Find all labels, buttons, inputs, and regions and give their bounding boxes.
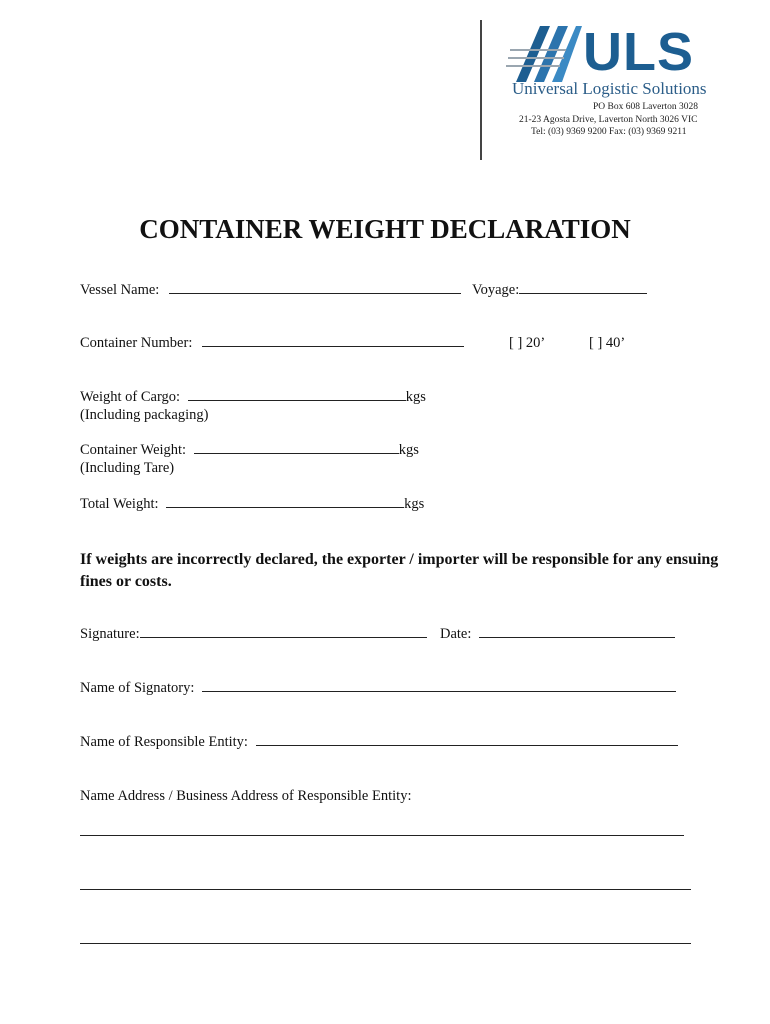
- container-number-row: [80, 336, 464, 351]
- vessel-name-label: Vessel Name:: [80, 282, 160, 298]
- total-weight-row: [80, 497, 424, 512]
- vessel-name-field[interactable]: [169, 292, 461, 294]
- signatory-label: Name of Signatory:: [80, 680, 195, 696]
- brand-abbrev: ULS: [583, 22, 694, 82]
- container-weight-label: Container Weight:: [80, 442, 187, 458]
- warning-notice: If weights are incorrectly declared, the exporter / importer will be responsible for any ensuing fines or costs.: [80, 551, 719, 590]
- address-label: Name Address / Business Address of Responsible Entity:: [80, 788, 412, 804]
- signatory-field[interactable]: [202, 690, 676, 692]
- voyage-label: Voyage:: [472, 282, 520, 298]
- size-40-checkbox[interactable]: [ ] 40’: [589, 335, 626, 351]
- voyage-field[interactable]: [519, 292, 647, 294]
- uls-logo-icon: [506, 20, 582, 86]
- unit-kgs: kgs: [398, 442, 419, 458]
- address-line-field-1[interactable]: [80, 835, 684, 836]
- weight-of-cargo-row: [80, 390, 426, 405]
- date-row: [440, 627, 675, 642]
- responsible-entity-field[interactable]: [256, 744, 678, 746]
- voyage-row: [472, 283, 647, 298]
- document-title: CONTAINER WEIGHT DECLARATION: [139, 214, 631, 244]
- size-20-checkbox[interactable]: [ ] 20’: [509, 335, 546, 351]
- address-line-1: PO Box 608 Laverton 3028: [593, 102, 699, 112]
- signatory-row: [80, 681, 676, 696]
- brand-full-name: Universal Logistic Solutions: [512, 79, 707, 98]
- weight-of-cargo-field[interactable]: [188, 399, 406, 401]
- container-number-field[interactable]: [202, 345, 464, 347]
- address-line-field-2[interactable]: [80, 889, 691, 890]
- container-number-label: Container Number:: [80, 335, 193, 351]
- container-weight-row: [80, 443, 419, 458]
- unit-kgs: kgs: [405, 389, 426, 405]
- signature-field[interactable]: [140, 636, 427, 638]
- signature-row: [80, 627, 427, 642]
- container-weight-field[interactable]: [194, 452, 399, 454]
- container-note: (Including Tare): [80, 460, 175, 476]
- date-field[interactable]: [479, 636, 675, 638]
- address-line-2: 21-23 Agosta Drive, Laverton North 3026 VIC: [519, 115, 698, 125]
- total-weight-label: Total Weight:: [80, 496, 159, 512]
- vessel-name-row: [80, 283, 461, 298]
- total-weight-field[interactable]: [166, 506, 404, 508]
- cargo-note: (Including packaging): [80, 407, 209, 423]
- weight-of-cargo-label: Weight of Cargo:: [80, 389, 181, 405]
- date-label: Date:: [440, 626, 472, 642]
- signature-label: Signature:: [80, 626, 140, 642]
- address-line-3: Tel: (03) 9369 9200 Fax: (03) 9369 9211: [531, 127, 687, 137]
- responsible-entity-label: Name of Responsible Entity:: [80, 734, 248, 750]
- header-divider: [480, 20, 482, 160]
- address-line-field-3[interactable]: [80, 943, 691, 944]
- unit-kgs: kgs: [404, 496, 425, 512]
- responsible-entity-row: [80, 735, 678, 750]
